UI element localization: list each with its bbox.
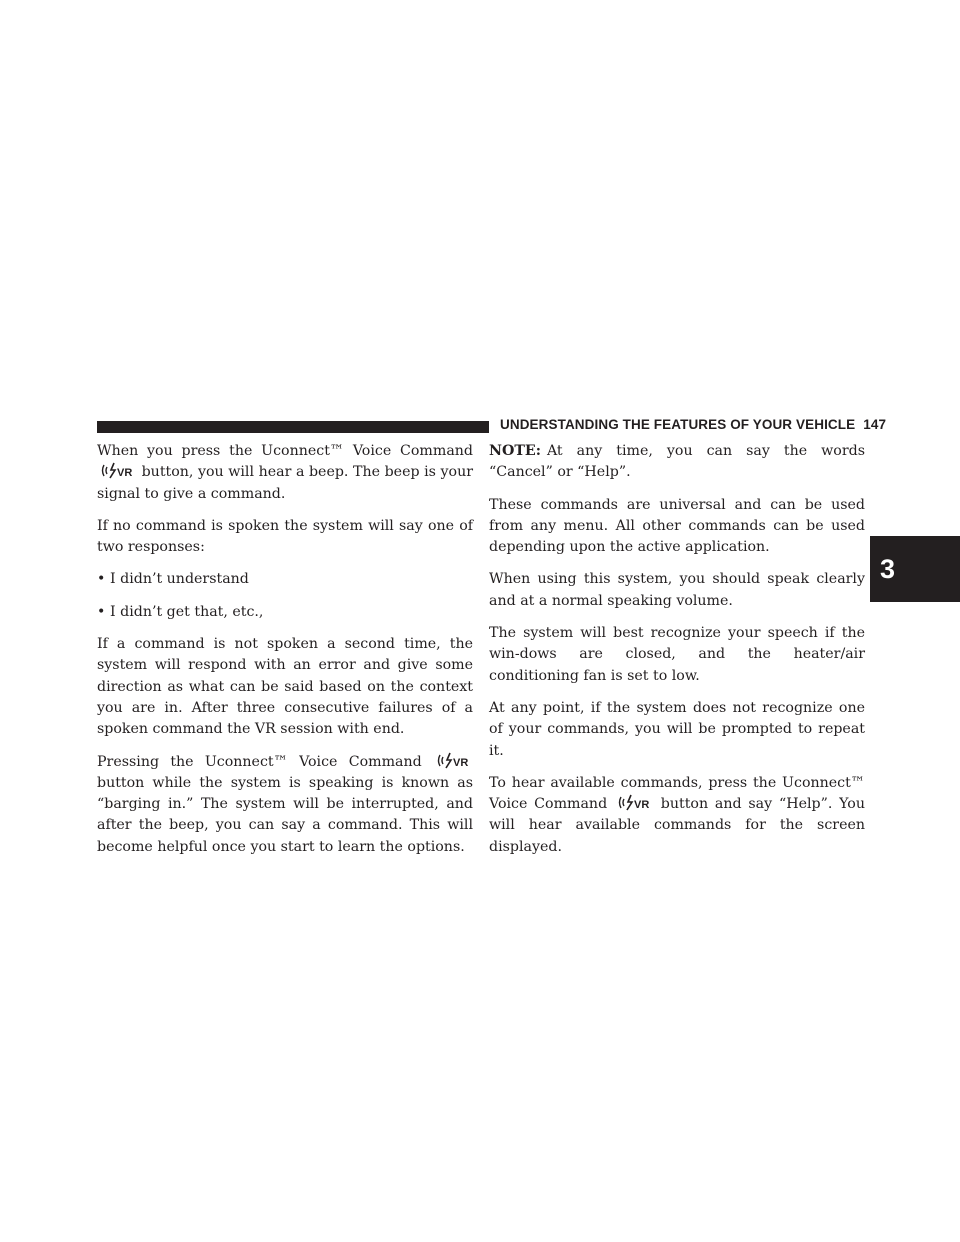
page-number: 147 xyxy=(863,417,887,432)
header-rule xyxy=(97,421,489,433)
right-column xyxy=(489,441,865,869)
svg-text:VR: VR xyxy=(453,756,469,769)
left-column xyxy=(97,441,473,869)
voice-command-vr-icon xyxy=(436,752,470,769)
paragraph: At any point, if the system does not recognize one of your commands, you will be prompted to repeat it. xyxy=(489,699,865,759)
paragraph: When using this system, you should speak clearly and at a normal speaking volume. xyxy=(489,571,865,609)
voice-command-vr-icon xyxy=(617,794,651,811)
svg-text:VR: VR xyxy=(633,799,650,812)
paragraph: When you press the Uconnect™ Voice Command VR button, you will hear a beep. The beep is your signal to give a command. xyxy=(97,443,474,502)
section-title: UNDERSTANDING THE FEATURES OF YOUR VEHICLE xyxy=(500,417,856,432)
list-item: • I didn’t get that, etc., xyxy=(97,603,264,620)
chapter-tab: 3 xyxy=(870,536,960,602)
paragraph: The system will best recognize your speech if the win-dows are closed, and the heater/air conditioning fan is set to low. xyxy=(489,625,865,684)
voice-command-vr-icon xyxy=(100,462,134,479)
note-label: NOTE: xyxy=(489,443,541,459)
paragraph: If no command is spoken the system will say one of two responses: xyxy=(97,517,473,556)
paragraph: If a command is not spoken a second time, the system will respond with an error and give some direction as what can be said based on the context you are in. After three consecutive failures of a spoken command the VR session with end. xyxy=(97,636,473,738)
note-paragraph: NOTE: At any time, you can say the words “Cancel” or “Help”. xyxy=(489,443,865,481)
paragraph: Pressing the Uconnect™ Voice Command VR button while the system is speaking is known as “barging in.” The system will be interrupted, and after the beep, you can say a command. This will become helpful once you start to learn the options. xyxy=(97,753,473,855)
paragraph: These commands are universal and can be used from any menu. All other commands can be used depending upon the active application. xyxy=(489,496,865,556)
svg-text:VR: VR xyxy=(117,467,133,480)
running-header xyxy=(500,417,887,432)
paragraph: To hear available commands, press the Uconnect™ Voice Command VR button and say “Help”. You will hear available commands for the screen displayed. xyxy=(489,774,865,855)
list-item: • I didn’t understand xyxy=(97,571,249,588)
